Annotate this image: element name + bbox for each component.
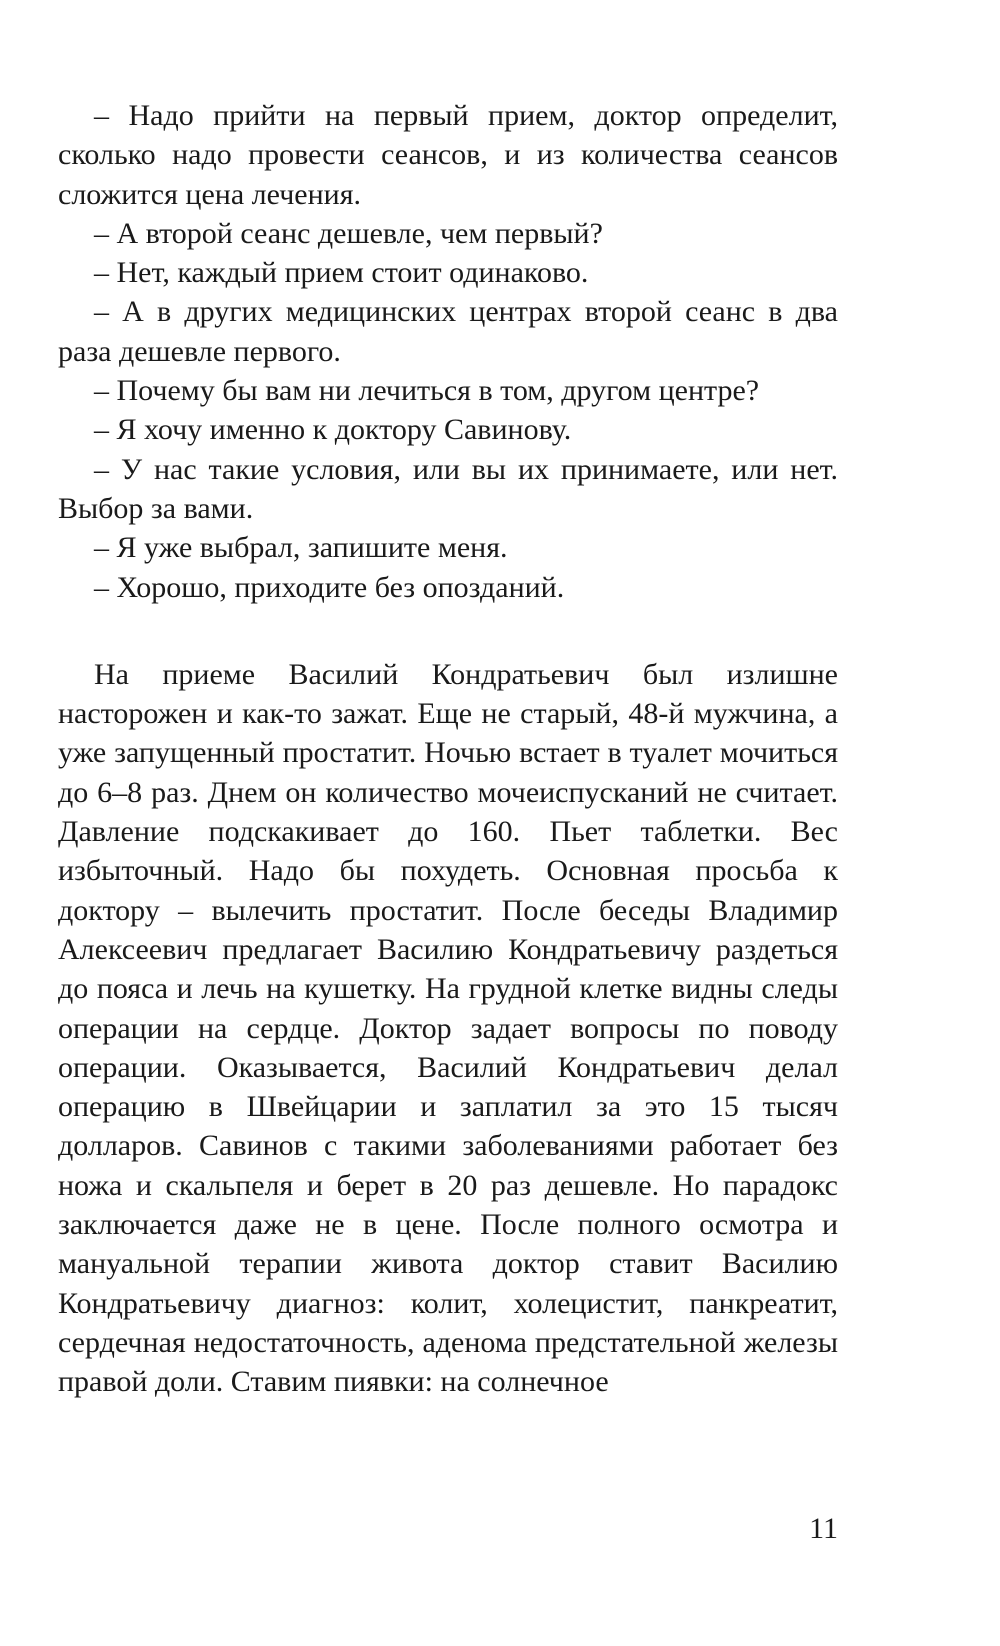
dialogue-line: – Я хочу именно к доктору Савинову. <box>94 413 572 447</box>
dialogue-block <box>58 96 838 607</box>
dialogue-line: – Надо прийти на первый прием, доктор определит, сколько надо провести сеансов, и из количества сеансов сложится цена лечения. <box>58 99 838 211</box>
dialogue-line: – Я уже выбрал, запишите меня. <box>94 531 508 565</box>
page-number: 11 <box>809 1512 838 1545</box>
dialogue-line: – Хорошо, приходите без опозданий. <box>94 570 565 604</box>
section-gap <box>58 607 838 655</box>
dialogue-line: – А второй сеанс дешевле, чем первый? <box>94 216 603 250</box>
dialogue-line: – Почему бы вам ни лечиться в том, другом центре? <box>94 374 760 408</box>
narrative-paragraph: На приеме Василий Кондратьевич был излишне насторожен и как-то зажат. Еще не старый, 48-й мужчина, а уже запущенный простатит. Ночью встает в туалет мочиться до 6–8 раз. Днем он количество мочеиспусканий не считает. Давление подскакивает до 160. Пьет таблетки. Вес избыточный. Надо бы похудеть. Основная просьба к доктору – вылечить простатит. После беседы Владимир Алексеевич предлагает Василию Кондратьевичу раздеться до пояса и лечь на кушетку. На грудной клетке видны следы операции на сердце. Доктор задает вопросы по поводу операции. Оказывается, Василий Кондратьевич делал операцию в Швейцарии и заплатил за это 15 тысяч долларов. Савинов с такими заболеваниями работает без ножа и скальпеля и берет в 20 раз дешевле. Но парадокс заключается даже не в цене. После полного осмотра и мануальной терапии живота доктор ставит Василию Кондратьевичу диагноз: колит, холецистит, панкреатит, сердечная недостаточность, аденома предстательной железы правой доли. Ставим пиявки: на солнечное <box>58 657 838 1399</box>
dialogue-line: – У нас такие условия, или вы их принимаете, или нет. Выбор за вами. <box>58 452 838 525</box>
dialogue-line: – А в других медицинских центрах второй сеанс в два раза дешевле первого. <box>58 295 838 368</box>
page-body <box>58 96 838 1402</box>
dialogue-line: – Нет, каждый прием стоит одинаково. <box>94 256 589 290</box>
